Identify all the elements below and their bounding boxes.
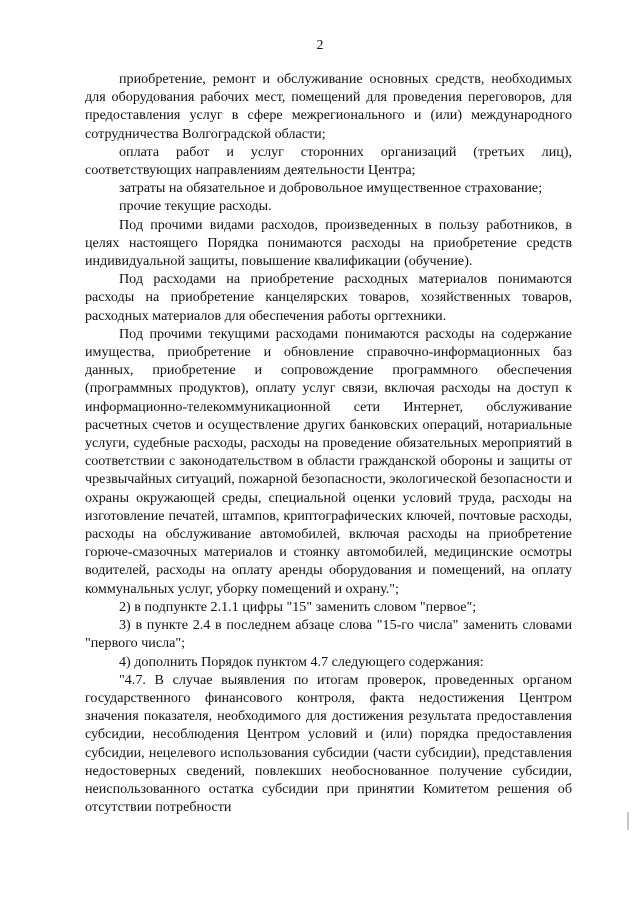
page-number: 2 [316,38,324,53]
paragraph: прочие текущие расходы. [119,198,272,215]
paragraph: затраты на обязательное и добровольное имущественное страхование; [119,180,543,197]
scan-margin-mark [627,812,629,830]
paragraph: 3) в пункте 2.4 в последнем абзаце слова "15-го числа" заменить словами "первого числа"; [85,617,572,652]
paragraph: Под расходами на приобретение расходных материалов понимаются расходы на приобретение канцелярских товаров, хозяйственных товаров, расходных материалов для обеспечения работы оргтехники. [85,271,572,324]
paragraph: оплата работ и услуг сторонних организаций (третьих лиц), соответствующих направлениям деятельности Центра; [85,143,572,179]
paragraph: Под прочими текущими расходами понимаются расходы на содержание имущества, приобретение и обновление справочно-информационных баз данных, приобретение и сопровождение программного обеспечения (программных продуктов), оплату услуг связи, включая расходы на доступ к информационно-телекоммуникационной сети Интернет, обслуживание расчетных счетов и осуществление других банковских операций, нотариальные услуги, судебные расходы, расходы на проведение обязательных мероприятий в соответствии с законодательством в области гражданской обороны и защиты от чрезвычайных ситуаций, пожарной безопасности, экологической безопасности и охраны окружающей среды, специальной оценки условий труда, расходы на изготовление печатей, штампов, криптографических ключей, почтовые расходы, расходы на обслуживание автомобилей, включая расходы на приобретение горюче-смазочных материалов и стоянку автомобилей, медицинские осмотры водителей, расходы на оплату аренды оборудования и помещений, на оплату коммунальных услуг, уборку помещений и охрану."; [85,325,572,597]
paragraph: 4) дополнить Порядок пунктом 4.7 следующего содержания: [119,653,484,670]
paragraph: приобретение, ремонт и обслуживание основных средств, необходимых для оборудования рабочих мест, помещений для проведения переговоров, для предоставления услуг в сфере межрегионального и (или) международного сотрудничества Волгоградской области; [85,71,572,142]
paragraph: 2) в подпункте 2.1.1 цифры "15" заменить словом "первое"; [119,598,477,615]
paragraph: Под прочими видами расходов, произведенных в пользу работников, в целях настоящего Порядка понимаются расходы на приобретение средств индивидуальной защиты, повышение квалификации (обучение). [85,216,572,270]
document-body [85,70,572,816]
paragraph: "4.7. В случае выявления по итогам проверок, проведенных органом государственного финансового контроля, факта недостижения Центром значения показателя, необходимого для достижения результата предоставления субсидии, несоблюдения Центром условий и (или) порядка предоставления субсидии, нецелевого использования субсидии (части субсидии), представления недостоверных сведений, повлекших необоснованное получение субсидии, неиспользованного остатка субсидии при принятии Комитетом решения об отсутствии потребности [85,671,572,816]
